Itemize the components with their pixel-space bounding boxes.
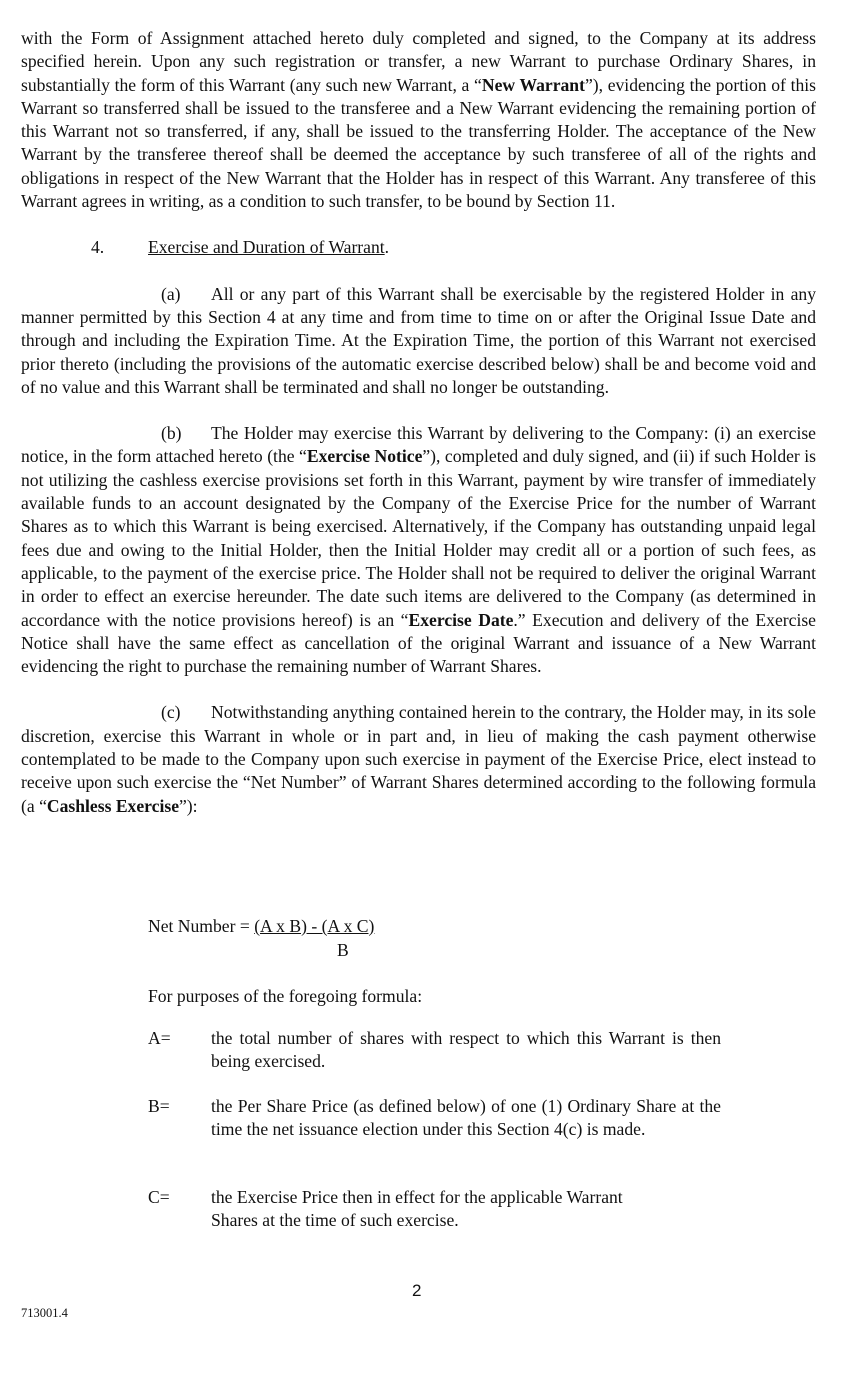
section-4-heading: 4. Exercise and Duration of Warrant. (21, 236, 816, 259)
clause-marker-b: (b) (161, 423, 182, 444)
definition-text: the Exercise Price then in effect for the applicable Warrant Shares at the time of such exercise. (211, 1187, 623, 1231)
net-number-formula (148, 915, 374, 938)
definition-label: A= (148, 1028, 171, 1048)
section-number: 4. (91, 237, 105, 258)
document-id: 713001.4 (21, 1306, 68, 1320)
definition-text: the total number of shares with respect to which this Warrant is then being exercised. (211, 1028, 721, 1072)
formula-purposes-text: For purposes of the foregoing formula: (148, 986, 423, 1006)
definition-label: C= (148, 1187, 170, 1207)
page-number: 2 (412, 1281, 422, 1300)
document-page (21, 27, 816, 818)
section-title: Exercise and Duration of Warrant (148, 237, 385, 258)
paragraph-assignment: with the Form of Assignment attached hereto duly completed and signed, to the Company at its address specified herein. Upon any such registration or transfer, a new Warrant to purchase Ordinary Shares, in substantially the form of this Warrant (any such new Warrant, a “New Warrant”), evidencing the portion of this Warrant so transferred shall be issued to the transferee and a New Warrant evidencing the remaining portion of this Warrant not so transferred, if any, shall be issued to the transferring Holder. The acceptance of the New Warrant by the transferee thereof shall be deemed the acceptance by such transferee of all of the rights and obligations in respect of the New Warrant that the Holder has in respect of this Warrant. Any transferee of this Warrant agrees in writing, as a condition to such transfer, to be bound by Section 11. (21, 28, 817, 212)
paragraph-4a: (a) All or any part of this Warrant shall be exercisable by the registered Holder in any manner permitted by this Section 4 at any time and from time to time on or after the Original Issue Date and through and including the Expiration Time. At the Expiration Time, the portion of this Warrant not exercised prior thereto (including the provisions of the automatic exercise described below) shall be and become void and of no value and this Warrant shall be terminated and shall no longer be outstanding. (21, 283, 816, 397)
definition-text: the Per Share Price (as defined below) of one (1) Ordinary Share at the time the net issuance election under this Section 4(c) is made. (211, 1096, 721, 1140)
definition-label: B= (148, 1096, 170, 1116)
clause-marker-a: (a) (161, 283, 181, 304)
paragraph-4c: (c) Notwithstanding anything contained herein to the contrary, the Holder may, in its sole discretion, exercise this Warrant in whole or in part and, in lieu of making the cash payment otherwise contemplated to be made to the Company upon such exercise in payment of the Exercise Price, elect instead to receive upon such exercise the “Net Number” of Warrant Shares determined according to the following formula (a “Cashless Exercise”): (21, 702, 816, 816)
term-new-warrant: New Warrant (481, 74, 585, 95)
term-cashless-exercise: Cashless Exercise (46, 795, 179, 816)
term-exercise-notice: Exercise Notice (306, 446, 423, 467)
term-exercise-date: Exercise Date (408, 609, 514, 630)
formula-denominator: B (337, 940, 349, 960)
paragraph-4b: (b) The Holder may exercise this Warrant by delivering to the Company: (i) an exercise notice, in the form attached hereto (the “Exercise Notice”), completed and duly signed, and (ii) if such Holder is not utilizing the cashless exercise provisions set forth in this Warrant, payment by wire transfer of immediately available funds to an account designated by the Company of the Exercise Price for the number of Warrant Shares as to which this Warrant is being exercised. Alternatively, if the Company has outstanding unpaid legal fees due and owing to the Initial Holder, then the Initial Holder may credit all or a portion of such fees, as applicable, to the payment of the exercise price. The Holder shall not be required to deliver the original Warrant in order to effect an exercise hereunder. The date such items are delivered to the Company (as determined in accordance with the notice provisions hereof) is an “Exercise Date.” Execution and delivery of the Exercise Notice shall have the same effect as cancellation of the original Warrant and issuance of a New Warrant evidencing the right to purchase the remaining number of Warrant Shares. (21, 423, 817, 677)
formula-lhs: Net Number = (148, 916, 255, 936)
formula-numerator: (A x B) - (A x C) (254, 916, 375, 936)
clause-marker-c: (c) (161, 702, 181, 723)
